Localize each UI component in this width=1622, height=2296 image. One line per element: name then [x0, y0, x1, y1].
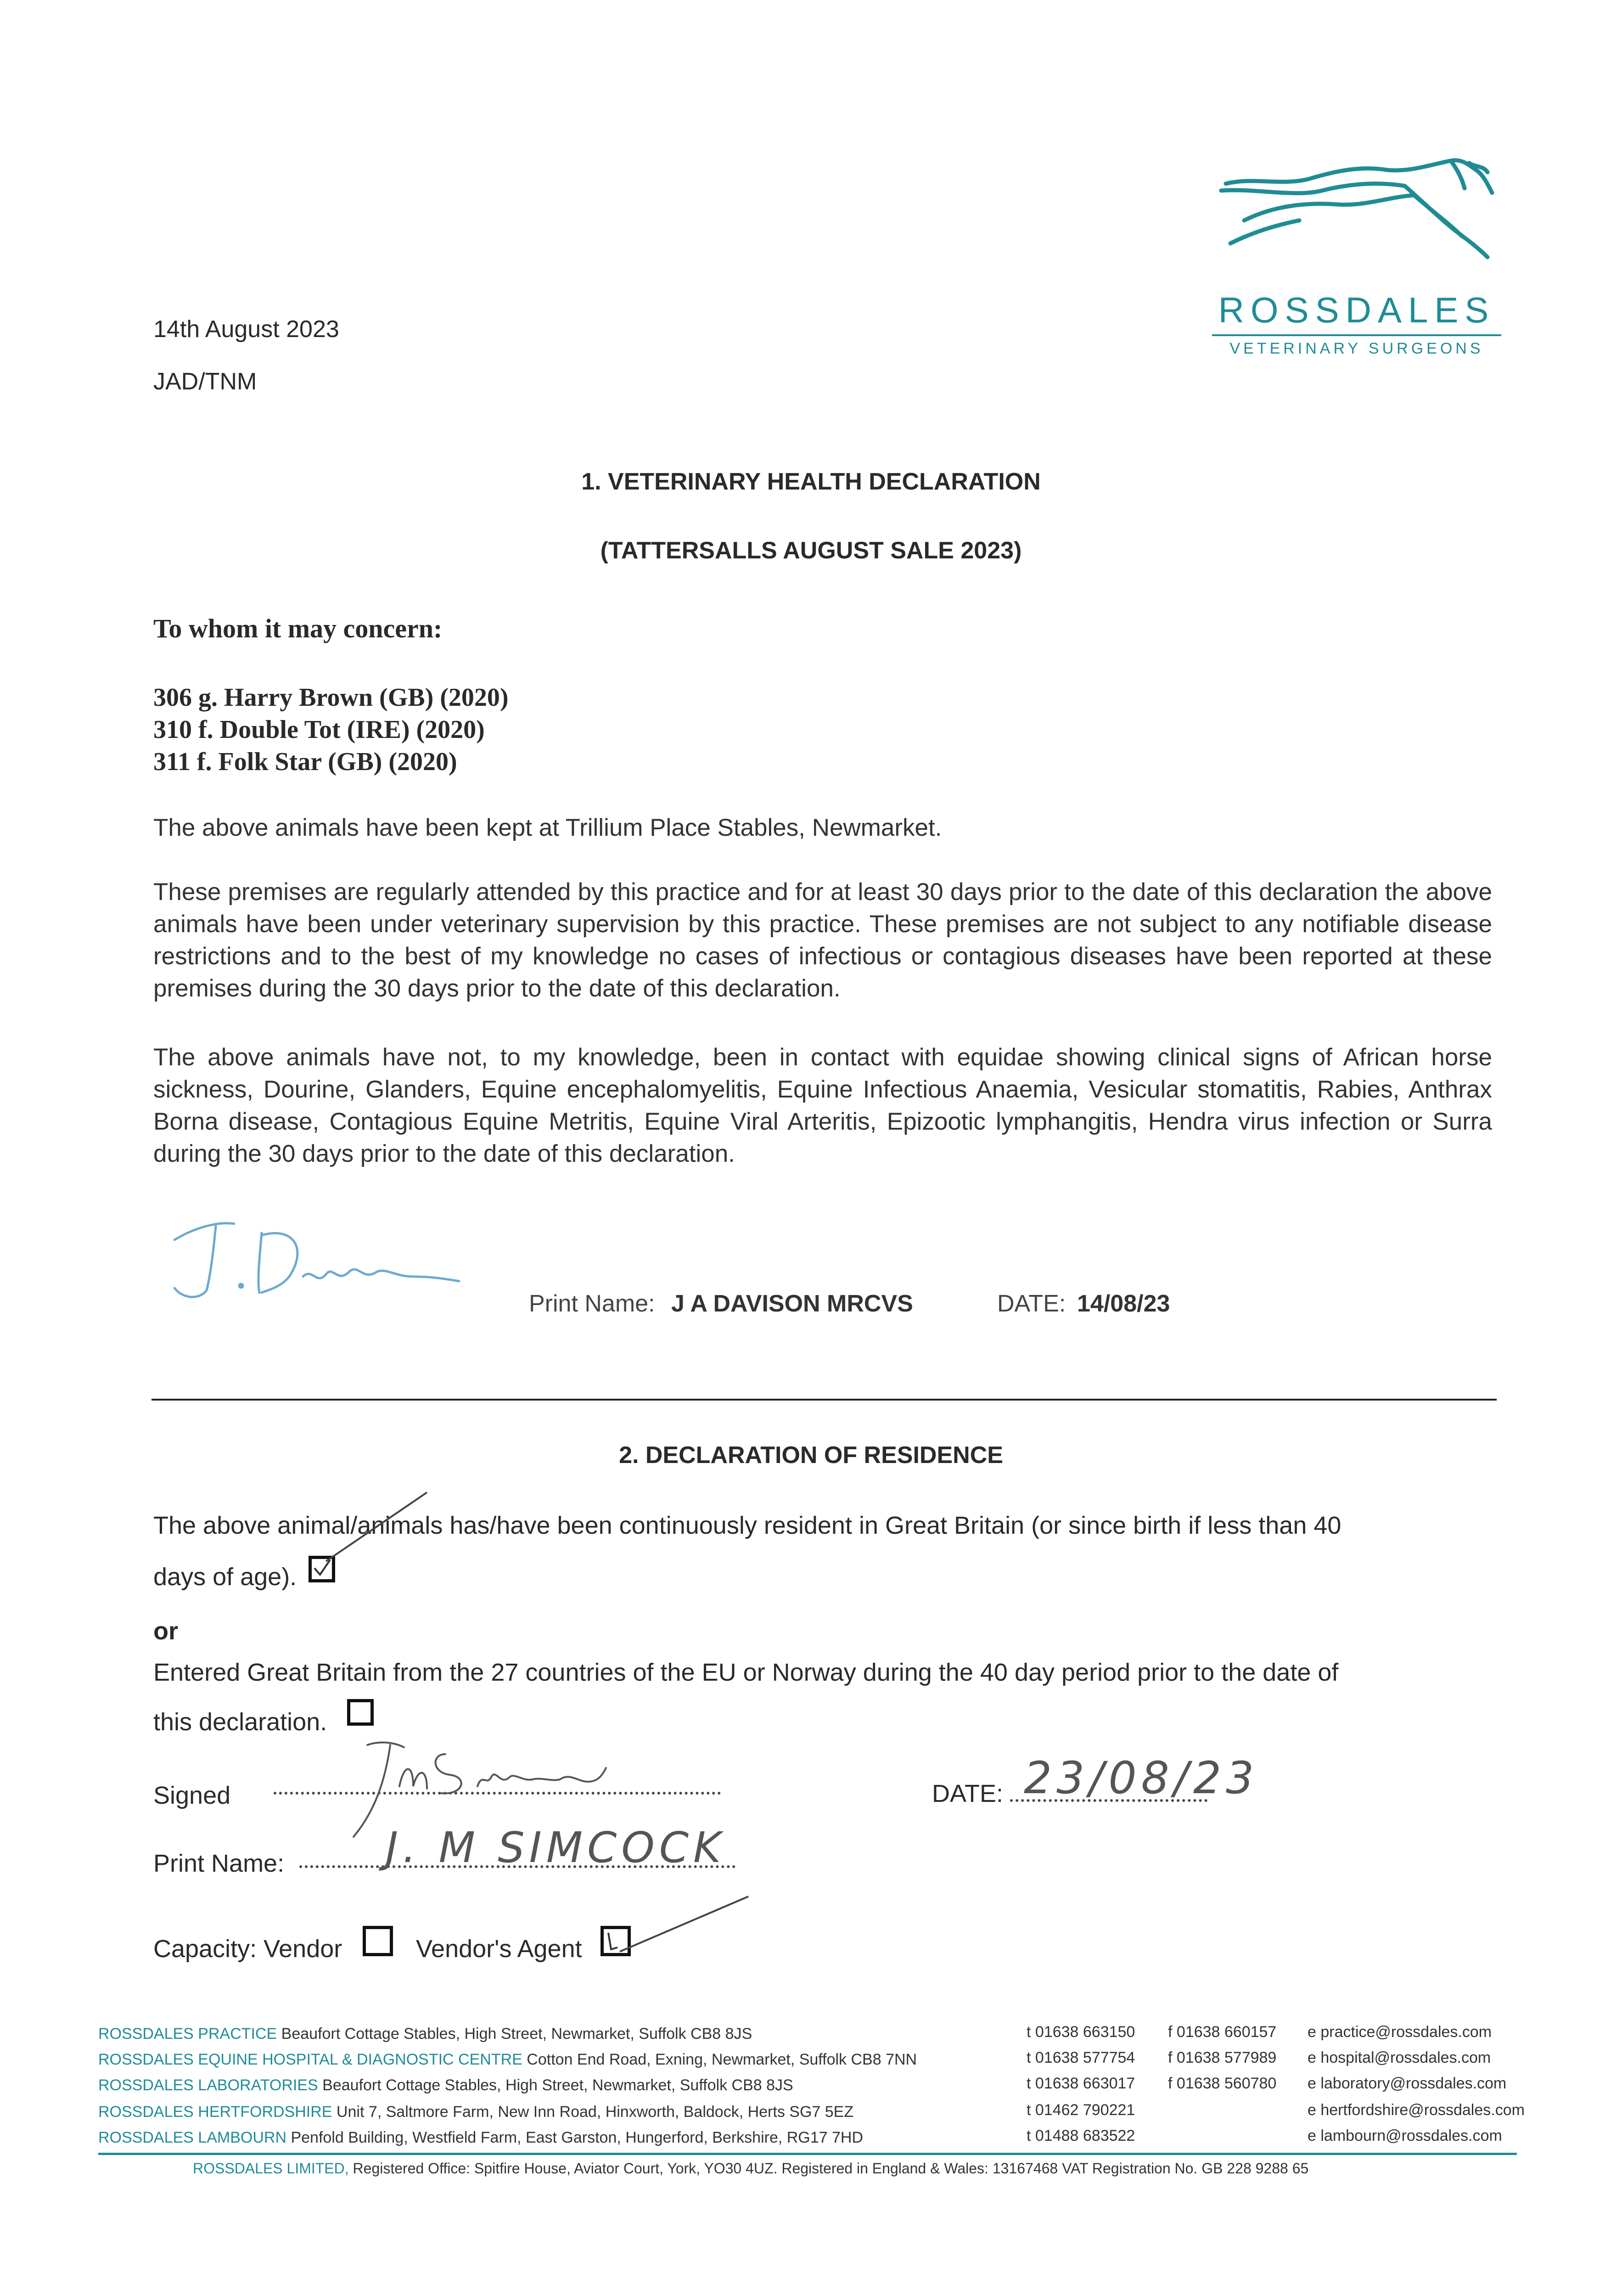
office-name: ROSSDALES PRACTICE — [98, 2025, 277, 2043]
vendor-date-handwritten: 23/08/23 — [1024, 1752, 1259, 1804]
print-name-label: Print Name: — [529, 1290, 655, 1317]
vendor-date-label: DATE: — [932, 1780, 1004, 1807]
office-fax: f 01638 660157 — [1168, 2023, 1277, 2041]
paragraph-supervision: These premises are regularly attended by this practice and for at least 30 days prior to the date of this declaration the above animals have been under veterinary supervision by this practice. These premises are not subject to any notifiable disease restrictions and to the best of my knowledge no cases of infectious or contagious diseases have been reported at these premises during the 30 days prior to the date of this declaration. — [153, 878, 1492, 1002]
print-label: Print Name: — [153, 1850, 285, 1877]
or-label: or — [153, 1617, 178, 1645]
office-tel: t 01638 577754 — [1027, 2049, 1135, 2066]
letter-date: 14th August 2023 — [153, 316, 339, 343]
residence-line2: Entered Great Britain from the 27 countries of the EU or Norway during the 40 day period prior to the date of — [153, 1659, 1339, 1686]
office-email[interactable]: e lambourn@rossdales.com — [1308, 2127, 1502, 2144]
horse-logo-icon — [1212, 152, 1501, 289]
residence-line1: The above animal/animals has/have been continuously resident in Great Britain (or since birth if less than 40 — [153, 1512, 1341, 1539]
strike-through-mark — [321, 1488, 432, 1566]
vet-signature — [156, 1208, 477, 1313]
salutation: To whom it may concern: — [153, 613, 443, 643]
office-address: Beaufort Cottage Stables, High Street, Newmarket, Suffolk CB8 8JS — [322, 2077, 793, 2094]
print-name-value: J A DAVISON MRCVS — [671, 1290, 913, 1317]
office-address: Cotton End Road, Exning, Newmarket, Suffolk CB8 7NN — [527, 2051, 917, 2068]
section1-title: 1. VETERINARY HEALTH DECLARATION — [581, 468, 1041, 495]
office-name: ROSSDALES LABORATORIES — [98, 2077, 318, 2094]
eu-entry-checkbox[interactable] — [347, 1699, 374, 1726]
office-name: ROSSDALES LAMBOURN — [98, 2129, 286, 2146]
section2-title: 2. DECLARATION OF RESIDENCE — [619, 1442, 1003, 1469]
office-email[interactable]: e hertfordshire@rossdales.com — [1308, 2101, 1525, 2119]
vendors-agent-label: Vendor's Agent — [416, 1935, 582, 1963]
reference-code: JAD/TNM — [153, 368, 257, 395]
company-name: ROSSDALES LIMITED, — [193, 2160, 349, 2177]
company-details: Registered Office: Spitfire House, Aviator Court, York, YO30 4UZ. Registered in England & Wales: 13167468 VAT Registration No. GB 228 9288 65 — [353, 2160, 1309, 2177]
print-name-handwritten: J. M SIMCOCK — [386, 1823, 726, 1872]
animal-item: 310 f. Double Tot (IRE) (2020) — [153, 715, 485, 744]
logo-divider — [1212, 334, 1501, 336]
vendor-checkbox[interactable] — [363, 1926, 393, 1956]
footer-office-row — [98, 2129, 863, 2147]
vet-date-value: 14/08/23 — [1077, 1290, 1170, 1317]
residence-line1b: days of age). — [153, 1563, 297, 1591]
company-registration — [193, 2160, 1308, 2177]
paragraph-premises-kept: The above animals have been kept at Trillium Place Stables, Newmarket. — [153, 814, 942, 841]
footer-office-row — [98, 2025, 752, 2043]
office-email[interactable]: e hospital@rossdales.com — [1308, 2049, 1491, 2066]
residence-line2b: this declaration. — [153, 1708, 327, 1736]
capacity-label: Capacity: Vendor — [153, 1935, 342, 1963]
animal-item: 306 g. Harry Brown (GB) (2020) — [153, 683, 509, 712]
logo-tagline: VETERINARY SURGEONS — [1229, 340, 1484, 357]
animal-item: 311 f. Folk Star (GB) (2020) — [153, 748, 457, 776]
office-tel: t 01638 663017 — [1027, 2075, 1135, 2092]
office-tel: t 01462 790221 — [1027, 2101, 1135, 2119]
paragraph-disease-contact: The above animals have not, to my knowledge, been in contact with equidae showing clinical signs of African horse sickness, Dourine, Glanders, Equine encephalomyelitis, Equine Infectious Anaemia, Vesicular stomatitis, Rabies, Anthrax Borna disease, Contagious Equine Metritis, Equine Viral Arteritis, Epizootic lymphangitis, Hendra virus infection or Surra during the 30 days prior to the date of this declaration. — [153, 1044, 1492, 1167]
footer-office-row — [98, 2051, 917, 2069]
logo-name: ROSSDALES — [1218, 290, 1495, 330]
footer-office-row — [98, 2103, 853, 2121]
section-divider — [152, 1399, 1497, 1401]
vet-date-label: DATE: — [997, 1290, 1066, 1317]
office-fax: f 01638 560780 — [1168, 2075, 1277, 2092]
office-tel: t 01638 663150 — [1027, 2023, 1135, 2041]
office-name: ROSSDALES HERTFORDSHIRE — [98, 2103, 332, 2121]
animal-list — [153, 681, 509, 778]
footer-office-row — [98, 2077, 793, 2094]
signature-scribble-icon — [156, 1208, 477, 1313]
office-fax: f 01638 577989 — [1168, 2049, 1277, 2066]
office-address: Beaufort Cottage Stables, High Street, Newmarket, Suffolk CB8 8JS — [281, 2025, 752, 2043]
office-address: Unit 7, Saltmore Farm, New Inn Road, Hinxworth, Baldock, Herts SG7 5EZ — [336, 2103, 854, 2121]
office-name: ROSSDALES EQUINE HOSPITAL & DIAGNOSTIC CENTRE — [98, 2051, 522, 2068]
rossdales-logo — [1212, 152, 1501, 367]
section1-subtitle: (TATTERSALLS AUGUST SALE 2023) — [600, 537, 1022, 564]
office-email[interactable]: e laboratory@rossdales.com — [1308, 2075, 1507, 2092]
footer-rule — [98, 2153, 1517, 2155]
office-address: Penfold Building, Westfield Farm, East Garston, Hungerford, Berkshire, RG17 7HD — [291, 2129, 864, 2146]
signed-label: Signed — [153, 1782, 231, 1809]
agent-tick-stroke — [615, 1892, 753, 1956]
office-tel: t 01488 683522 — [1027, 2127, 1135, 2144]
office-email[interactable]: e practice@rossdales.com — [1308, 2023, 1492, 2041]
